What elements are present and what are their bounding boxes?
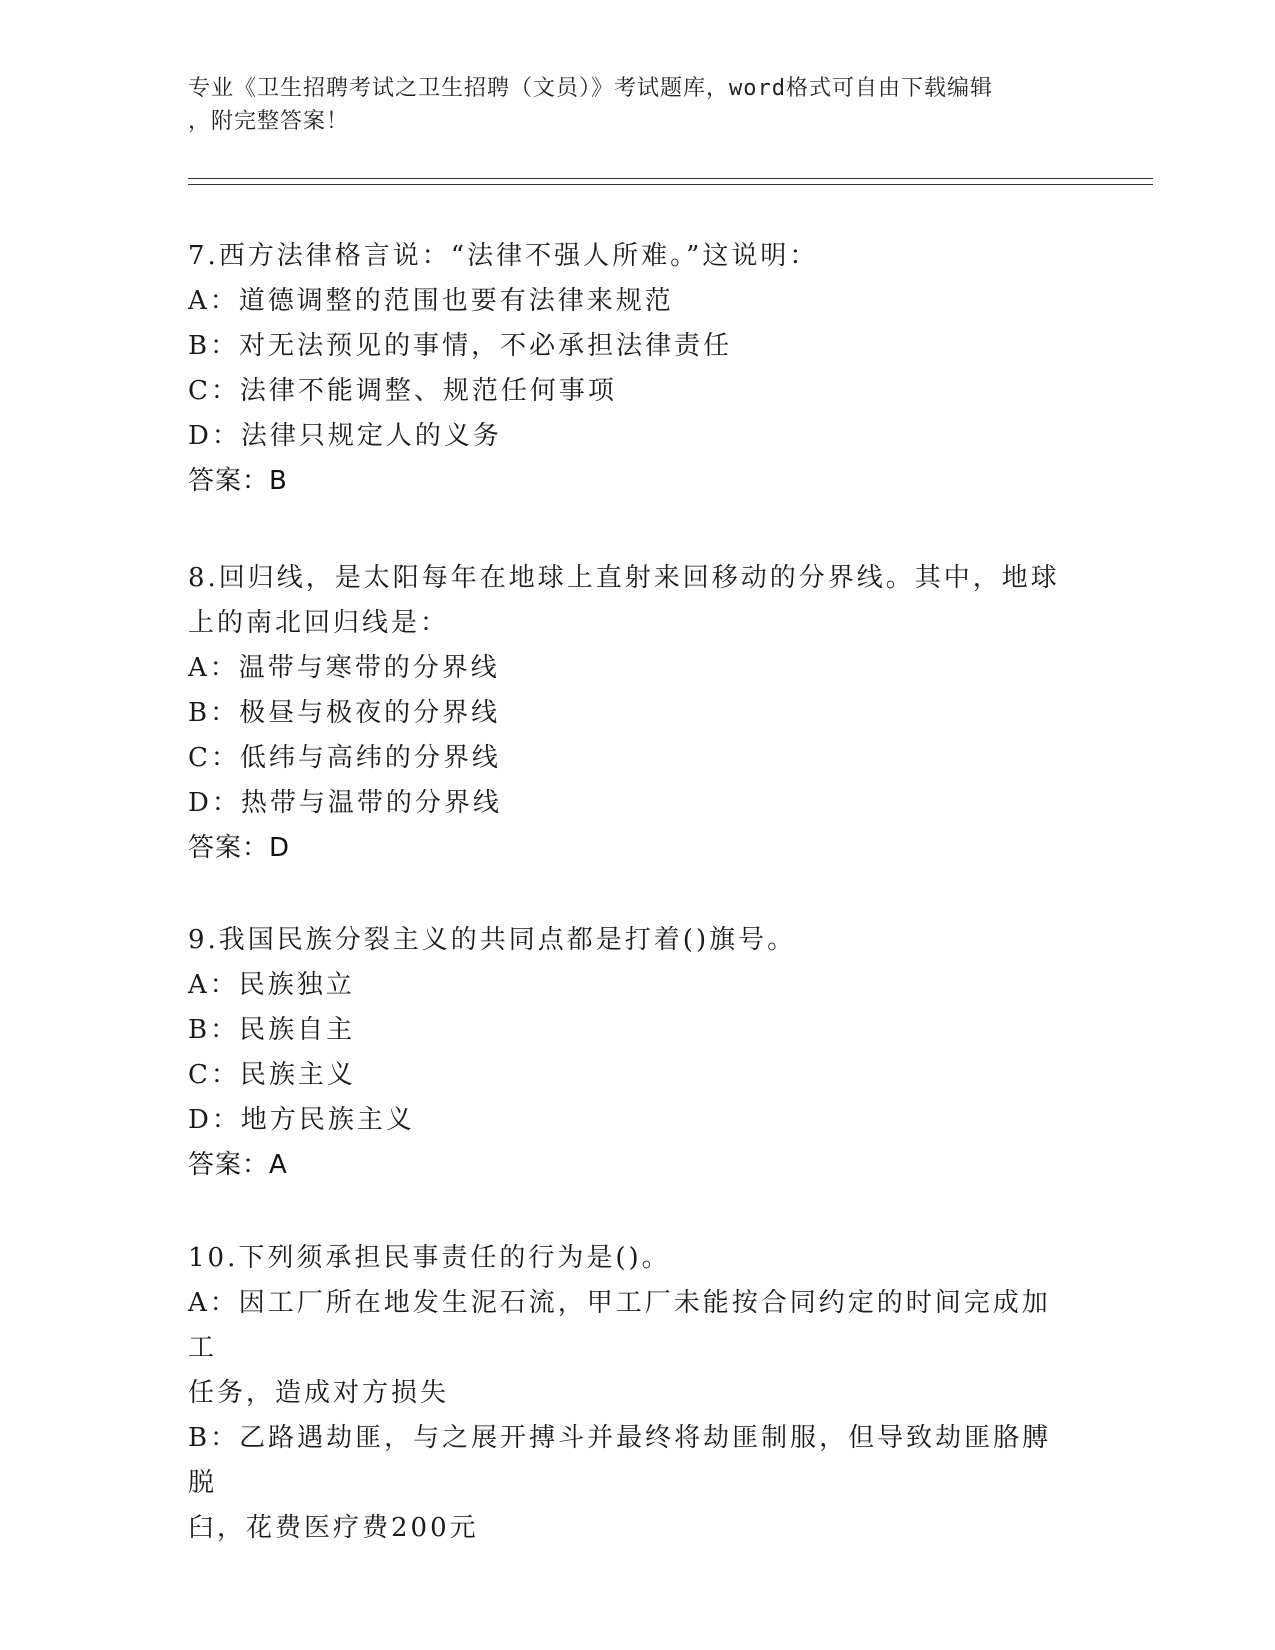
option-b: B：对无法预见的事情，不必承担法律责任: [188, 331, 733, 361]
option-d: D：法律只规定人的义务: [188, 421, 502, 451]
header-divider-top: [188, 178, 1153, 179]
option-b: B：极昼与极夜的分界线: [188, 698, 501, 728]
option-c: C：民族主义: [188, 1060, 356, 1090]
option-c: C：低纬与高纬的分界线: [188, 743, 501, 773]
option-c: C：法律不能调整、规范任何事项: [188, 376, 617, 406]
question-8: [188, 556, 1078, 871]
question-stem: 8.回归线，是太阳每年在地球上直射来回移动的分界线。其中，地球: [188, 563, 1060, 593]
document-header: [188, 72, 1068, 138]
option-b: B：乙路遇劫匪，与之展开搏斗并最终将劫匪制服，但导致劫匪胳膊脱: [188, 1423, 1052, 1498]
option-a: A：道德调整的范围也要有法律来规范: [188, 286, 674, 316]
option-d: D：地方民族主义: [188, 1105, 415, 1135]
question-7: [188, 234, 1078, 504]
answer: 答案：B: [188, 466, 288, 496]
question-10: [188, 1236, 1078, 1551]
option-a: A：因工厂所在地发生泥石流，甲工厂未能按合同约定的时间完成加工: [188, 1288, 1051, 1363]
question-stem: 10.下列须承担民事责任的行为是()。: [188, 1243, 671, 1273]
option-a: A：温带与寒带的分界线: [188, 653, 500, 683]
option-a-continued: 任务，造成对方损失: [188, 1378, 450, 1408]
header-divider-bottom: [188, 184, 1153, 185]
question-stem-continued: 上的南北回归线是：: [188, 608, 450, 638]
option-a: A：民族独立: [188, 970, 355, 1000]
header-line-2: ，附完整答案！: [188, 109, 350, 134]
answer: 答案：A: [188, 1150, 288, 1180]
option-d: D：热带与温带的分界线: [188, 788, 502, 818]
answer: 答案：D: [188, 833, 291, 863]
question-stem: 9.我国民族分裂主义的共同点都是打着()旗号。: [188, 925, 797, 955]
question-9: [188, 918, 1078, 1188]
header-line-1: 专业《卫生招聘考试之卫生招聘（文员）》考试题库，word格式可自由下载编辑: [188, 76, 993, 101]
option-b-continued: 臼，花费医疗费200元: [188, 1513, 479, 1543]
question-stem: 7.西方法律格言说：“法律不强人所难。”这说明：: [188, 241, 819, 271]
option-b: B：民族自主: [188, 1015, 356, 1045]
